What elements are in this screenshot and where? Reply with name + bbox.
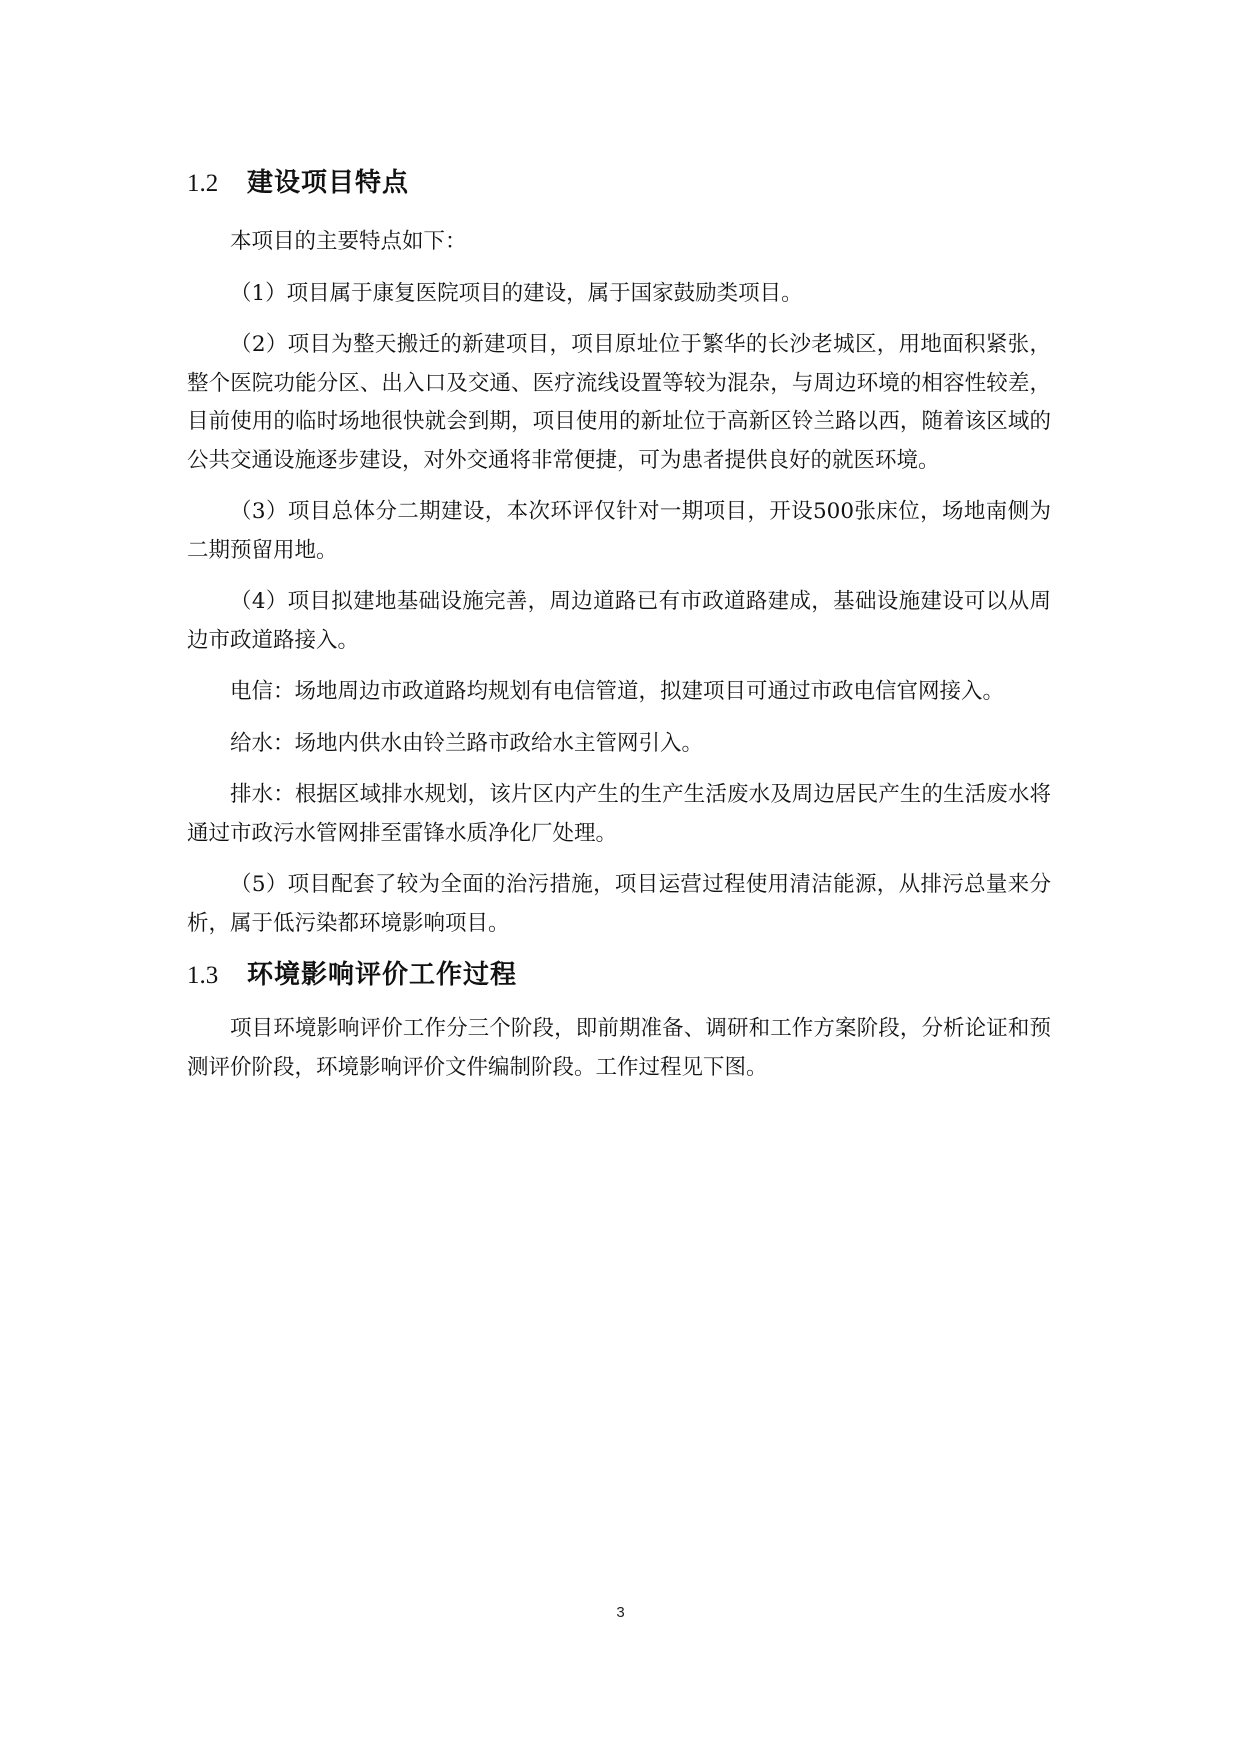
- paragraph: （4）项目拟建地基础设施完善，周边道路已有市政道路建成，基础设施建设可以从周边市政道路接入。: [187, 589, 1051, 653]
- section-number: 1.3: [187, 962, 219, 989]
- paragraph: 电信：场地周边市政道路均规划有电信管道，拟建项目可通过市政电信官网接入。: [230, 679, 1005, 704]
- section-heading-1-3: [187, 954, 1051, 998]
- paragraph: （3）项目总体分二期建设，本次环评仅针对一期项目，开设500张床位，场地南侧为二期预留用地。: [187, 499, 1051, 563]
- section-title: 建设项目特点: [247, 168, 410, 198]
- section-number: 1.2: [187, 170, 219, 197]
- paragraph: 本项目的主要特点如下：: [230, 229, 467, 254]
- paragraph: （5）项目配套了较为全面的治污措施，项目运营过程使用清洁能源，从排污总量来分析，属于低污染都环境影响项目。: [187, 872, 1051, 936]
- page-content: [187, 162, 1051, 1100]
- paragraph: （1）项目属于康复医院项目的建设，属于国家鼓励类项目。: [230, 280, 803, 306]
- paragraph: 排水：根据区域排水规划，该片区内产生的生产生活废水及周边居民产生的生活废水将通过市政污水管网排至雷锋水质净化厂处理。: [187, 782, 1051, 846]
- section-title: 环境影响评价工作过程: [247, 960, 518, 990]
- paragraph: （2）项目为整天搬迁的新建项目，项目原址位于繁华的长沙老城区，用地面积紧张，整个医院功能分区、出入口及交通、医疗流线设置等较为混杂，与周边环境的相容性较差，目前使用的临时场地很快就会到期，项目使用的新址位于高新区铃兰路以西，随着该区域的公共交通设施逐步建设，对外交通将非常便捷，可为患者提供良好的就医环境。: [187, 332, 1051, 473]
- section-heading-1-2: [187, 162, 1051, 206]
- paragraph: 项目环境影响评价工作分三个阶段，即前期准备、调研和工作方案阶段，分析论证和预测评价阶段，环境影响评价文件编制阶段。工作过程见下图。: [187, 1016, 1051, 1080]
- page-number: 3: [616, 1604, 625, 1621]
- paragraph: 给水：场地内供水由铃兰路市政给水主管网引入。: [230, 730, 704, 756]
